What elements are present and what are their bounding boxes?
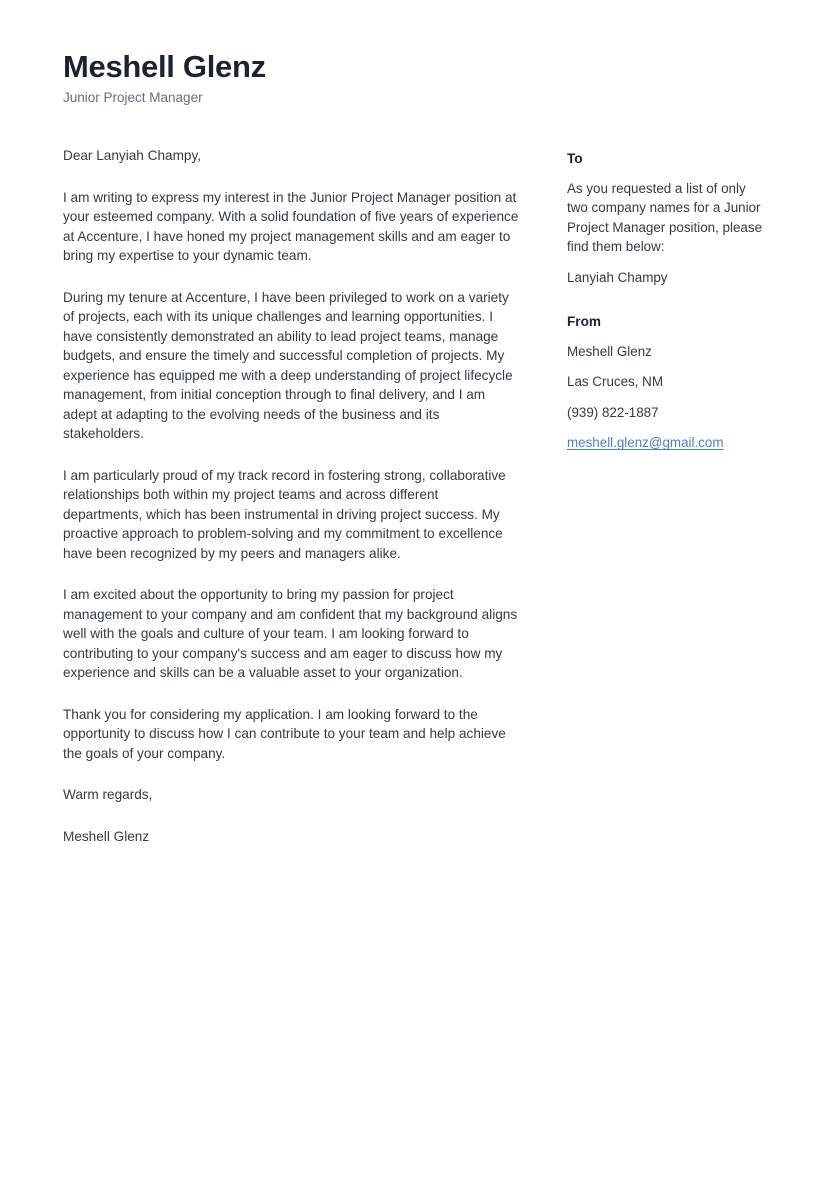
closing-line: Warm regards, <box>63 787 153 802</box>
applicant-name: Meshell Glenz <box>63 49 266 84</box>
to-note: As you requested a list of only two company names for a Junior Project Manager position, please find them below: <box>567 180 763 255</box>
letter-paragraph: Thank you for considering my application. I am looking forward to the opportunity to discuss how I can contribute to your team and help achieve the goals of your company. <box>63 706 506 761</box>
from-sender-name: Meshell Glenz <box>567 343 652 359</box>
from-email-link[interactable]: meshell.glenz@gmail.com <box>567 435 724 451</box>
from-heading: From <box>567 314 601 330</box>
letter-sidebar-column <box>567 150 767 453</box>
to-block <box>567 150 767 287</box>
to-heading: To <box>567 151 583 166</box>
signature-name: Meshell Glenz <box>63 828 150 844</box>
to-recipient-name: Lanyiah Champy <box>567 269 668 285</box>
letter-paragraph: I am particularly proud of my track record in fostering strong, collaborative relationships both within my project teams and across different departments, which has been instrumental in driving project success. My proactive approach to problem-solving and my commitment to excellence have been recognized by my peers and managers alike. <box>63 467 506 561</box>
letter-header <box>63 50 663 106</box>
from-location: Las Cruces, NM <box>567 374 663 390</box>
from-email-row <box>567 433 767 453</box>
from-phone: (939) 822-1887 <box>567 404 659 420</box>
letter-paragraph: I am writing to express my interest in the Junior Project Manager position at your esteemed company. With a solid foundation of five years of experience at Accenture, I have honed my project management skills and am eager to bring my expertise to your dynamic team. <box>63 189 519 263</box>
salutation: Dear Lanyiah Champy, <box>63 148 202 163</box>
applicant-job-title: Junior Project Manager <box>63 89 203 105</box>
letter-paragraph: I am excited about the opportunity to bring my passion for project management to your company and am confident that my background aligns well with the goals and culture of your team. I am looking forward to contributing to your company's success and am eager to discuss how my experience and skills can be a valuable asset to your organization. <box>63 587 518 680</box>
letter-paragraph: During my tenure at Accenture, I have been privileged to work on a variety of projects, each with its unique challenges and learning opportunities. I have consistently demonstrated an ability to lead project teams, manage budgets, and ensure the timely and successful completion of projects. My experience has equipped me with a deep understanding of project lifecycle management, from initial conception through to final delivery, and I am adept at adapting to the evolving needs of the business and its stakeholders. <box>63 289 513 441</box>
letter-body-column <box>63 146 521 846</box>
from-block <box>567 313 767 453</box>
